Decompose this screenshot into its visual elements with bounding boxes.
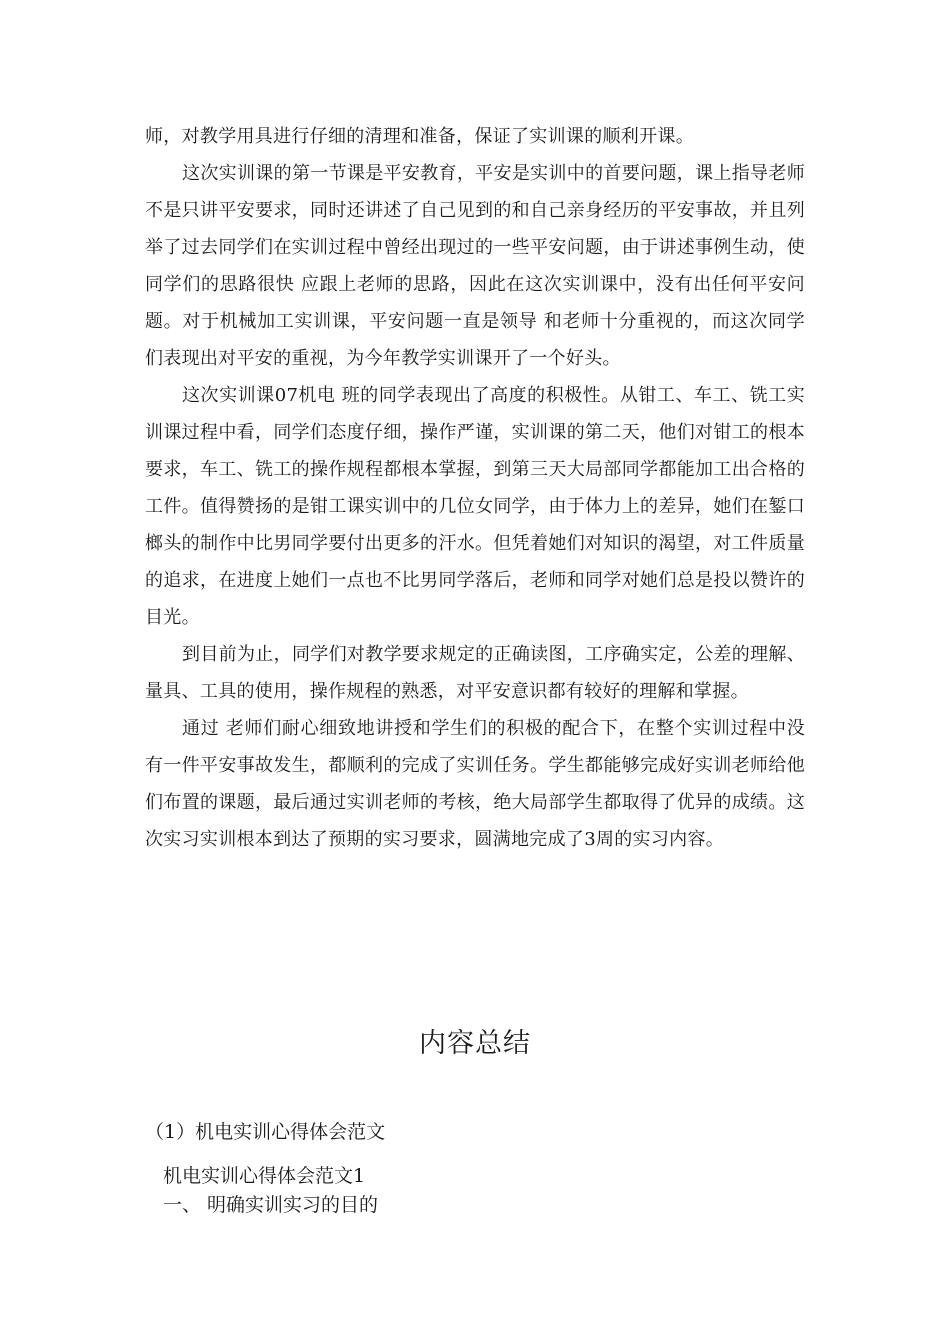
sub-item: 一、 明确实训实习的目的	[163, 1194, 379, 1216]
paragraph-5: 通过 老师们耐心细致地讲授和学生们的积极的配合下，在整个实训过程中没有一件平安事故发生，都顺利的完成了实训任务。学生都能够完成好实训老师给他们布置的课题，最后通过实训老师的考核，绝大局部学生都取得了优异的成绩。这次实习实训根本到达了预期的实习要求，圆满地完成了3周的实习内容。	[145, 718, 805, 850]
paragraph-1: 师，对教学用具进行仔细的清理和准备，保证了实训课的顺利开课。	[145, 126, 694, 147]
paragraph-3: 这次实训课07机电 班的同学表现出了高度的积极性。从钳工、车工、铣工实训课过程中看，同学们态度仔细，操作严谨，实训课的第二天，他们对钳工的根本要求，车工、铣工的操作规程都根本掌握，到第三天大局部同学都能加工出合格的工件。值得赞扬的是钳工课实训中的几位女同学，由于体力上的差异，她们在錾口榔头的制作中比男同学要付出更多的汗水。但凭着她们对知识的渴望，对工件质量的追求，在进度上她们一点也不比男同学落后，老师和同学对她们总是投以赞许的目光。	[145, 385, 805, 628]
paragraph-4: 到目前为止，同学们对教学要求规定的正确读图，工序确实定，公差的理解、量具、工具的使用，操作规程的熟悉，对平安意识都有较好的理解和掌握。	[145, 644, 805, 702]
sub-title: 机电实训心得体会范文1	[163, 1165, 366, 1187]
paragraph-2: 这次实训课的第一节课是平安教育，平安是实训中的首要问题，课上指导老师不是只讲平安要求，同时还讲述了自己见到的和自己亲身经历的平安事故，并且列举了过去同学们在实训过程中曾经出现过的一些平安问题，由于讲述事例生动，使同学们的思路很快 应跟上老师的思路，因此在这次实训课中，没有出任何平安问题。对于机械加工实训课，平安问题一直是领导 和老师十分重视的，而这次同学们表现出对平安的重视，为今年教学实训课开了一个好头。	[145, 163, 805, 369]
body-text	[145, 118, 805, 858]
summary-heading: 内容总结	[419, 1028, 531, 1059]
section-title: （1）机电实训心得体会范文	[145, 1121, 386, 1143]
